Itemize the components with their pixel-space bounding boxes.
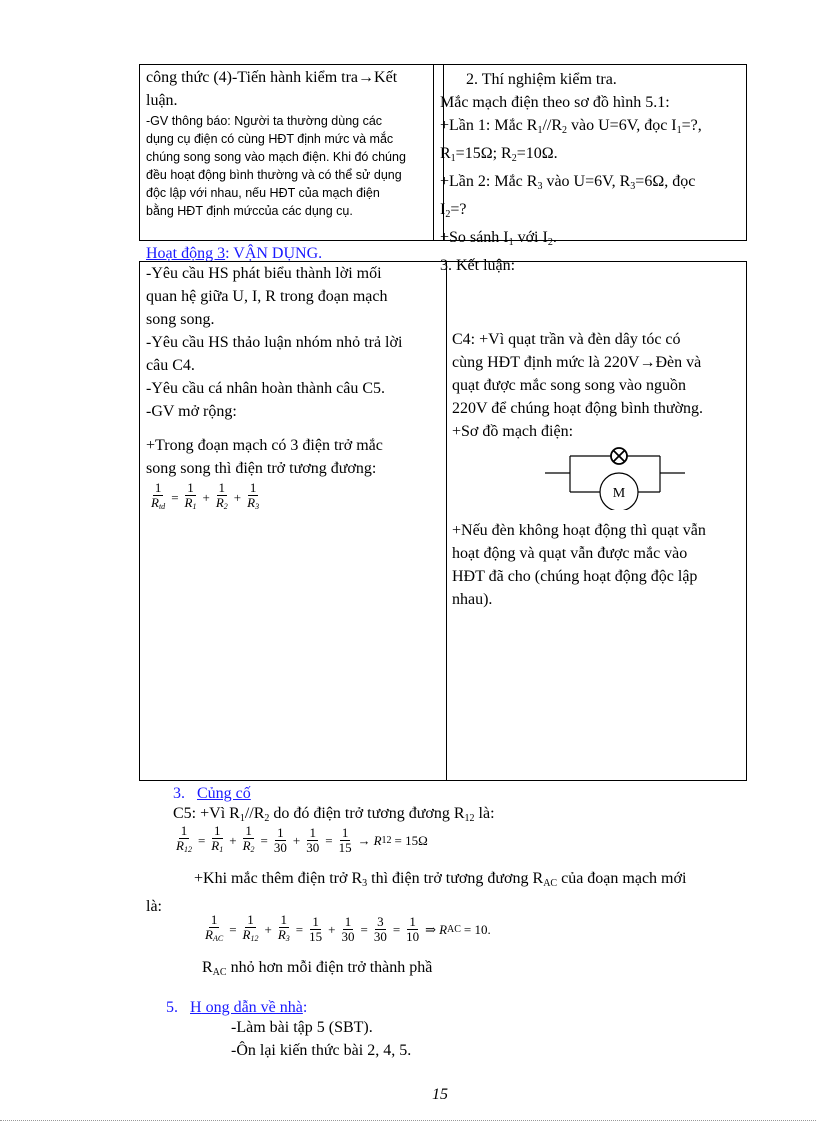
text-line: $R_1=15\Omega$; $R_2=10\Omega$. (440, 145, 558, 164)
text-line: quan hệ giữa U, I, R trong đoạn mạch (146, 288, 388, 305)
activity-suffix: : VẬN DỤNG. (225, 245, 323, 262)
section-number: 5. (166, 999, 178, 1016)
text-line: HĐT đã cho (chúng hoạt động độc lập (452, 568, 698, 585)
section-title-part: H (190, 999, 202, 1016)
teacher-activities (146, 262, 441, 423)
parallel-resistance-formula: $\frac{1}{R_{td}}$ = $\frac{1}{R_1}$ + $\frac{1}{R_2}$ + $\frac{1}{R_3}$ (151, 480, 260, 511)
motor-label: M (612, 486, 626, 501)
top-right-text (440, 68, 744, 277)
note-line: đều hoạt động bình thường và có thể sử dụng (146, 168, 402, 182)
note-line: bằng HĐT định mứccủa các dụng cụ. (146, 204, 353, 218)
text-line: +Lần 1: Mắc $R_1//R_2$ vào U=6V, đọc $I_1=$?, (440, 117, 702, 136)
page-number: 15 (432, 1086, 448, 1103)
homework-list (231, 1016, 411, 1062)
text-line: -GV mở rộng: (146, 403, 237, 420)
c4-lamp-note (452, 519, 744, 611)
text-line: nhau). (452, 591, 493, 608)
text-line: 220V để chúng hoạt động bình thường. (452, 400, 704, 417)
text-line: -Yêu cầu HS phát biểu thành lời mối (146, 265, 382, 282)
text-line: +Sơ đồ mạch điện: (452, 423, 574, 440)
rac-conclusion: $R_{AC}$ nhỏ hơn mỗi điện trở thành phầ (202, 959, 433, 978)
text-line: câu C4. (146, 357, 195, 374)
text-line: +Nếu đèn không hoạt động thì quạt vẫn (452, 522, 706, 539)
text-line: C4: +Vì quạt trần và đèn dây tóc có (452, 331, 681, 348)
list-item: -Làm bài tập 5 (SBT). (231, 1019, 373, 1036)
add-r3-text: +Khi mắc thêm điện trở $R_3$ thì điện trở tương đương $R_{AC}$ của đoạn mạch mới là: (146, 870, 687, 915)
lamp-icon (611, 448, 627, 464)
text-line: -Yêu cầu HS thảo luận nhóm nhỏ trả lời (146, 334, 403, 351)
circuit-diagram (540, 442, 690, 510)
text-line: luận. (146, 92, 178, 109)
r12-formula: $\frac{1}{R_{12}}$ = $\frac{1}{R_1}$ + $\frac{1}{R_2}$ = $\frac{1}{30}$ + $\frac{1}{30}$ = $\frac{1}{15}$ → R 12 = 15Ω (176, 823, 428, 855)
experiment-heading: 2. Thí nghiệm kiểm tra. (466, 71, 617, 88)
text-line: quạt được mắc song song vào nguồn (452, 377, 686, 394)
section-title-colon: : (302, 999, 308, 1016)
text-line: -Yêu cầu cá nhân hoàn thành câu C5. (146, 380, 386, 397)
activity-title: Hoạt động 3 (146, 245, 226, 262)
section-number: 3. (173, 785, 185, 802)
note-line: dụng cụ điện có cùng HĐT định mức và mắc (146, 132, 394, 146)
text-line: +So sánh $I_1$ với $I_2$. (440, 229, 557, 248)
top-left-text (146, 66, 438, 112)
rac-formula: $\frac{1}{R_{AC}}$ = $\frac{1}{R_{12}}$ + $\frac{1}{R_3}$ = $\frac{1}{15}$ + $\frac{1}{30}$ = $\frac{3}{30}$ = $\frac{1}{10}$ ⇒ R AC = 10. (205, 912, 491, 944)
note-line: -GV thông báo: Người ta thường dùng các (146, 114, 383, 128)
text-line: +Trong đoạn mạch có 3 điện trở mắc (146, 437, 383, 454)
footer-divider (0, 1120, 816, 1121)
text-line: cùng HĐT định mức là 220V→Đèn và (452, 354, 702, 371)
text-line: +Lần 2: Mắc $R_3$ vào U=6V, $R_3=6\Omega$, đọc (440, 173, 696, 192)
conclusion-label: 3. Kết luận: (440, 257, 516, 274)
section-title: Củng cố (197, 785, 251, 802)
gv-note (146, 112, 438, 220)
text-line: Mắc mạch điện theo sơ đồ hình 5.1: (440, 94, 670, 111)
text-line: song song. (146, 311, 215, 328)
list-item: -Ôn lại kiến thức bài 2, 4, 5. (231, 1042, 412, 1059)
text-line: hoạt động và quạt vẫn được mắc vào (452, 545, 688, 562)
section-title-part: ong dẫn về nhà (201, 999, 303, 1016)
c4-answer (452, 328, 744, 443)
text-line: công thức (4)-Tiến hành kiểm tra→Kết (146, 69, 398, 86)
c5-intro: C5: +Vì $R_1//R_2$ do đó điện trở tương đương $R_{12}$ là: (173, 805, 495, 824)
note-line: độc lập với nhau, nếu HĐT của mạch điện (146, 186, 380, 200)
note-line: chúng song song vào mạch điện. Khi đó chúng (146, 150, 406, 164)
extension-text (146, 434, 441, 480)
text-line: song song thì điện trở tương đương: (146, 460, 377, 477)
text-line: $I_2=$? (440, 201, 467, 220)
